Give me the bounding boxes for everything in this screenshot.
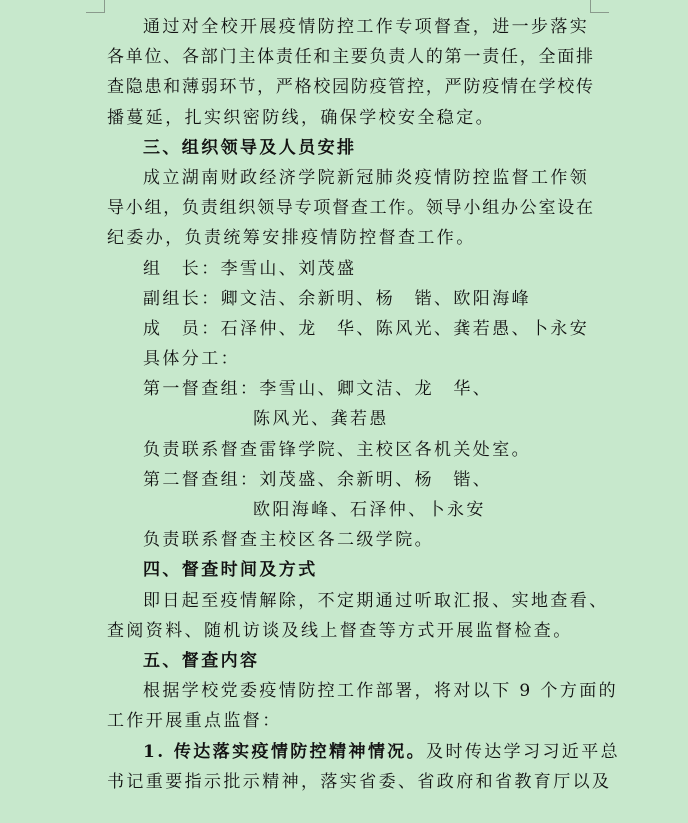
paragraph-line: 导小组，负责组织领导专项督查工作。领导小组办公室设在 [107,198,593,219]
paragraph-line: 查阅资料、随机访谈及线上督查等方式开展监督检查。 [107,620,573,641]
division-of-work-label: 具体分工： [143,349,240,370]
paragraph-line: 根据学校党委疫情防控工作部署，将对以下 9 个方面的 [143,681,619,702]
paragraph-line: 工作开展重点监督： [107,711,282,732]
section-heading: 三、组织领导及人员安排 [143,137,357,158]
section-heading: 五、督查内容 [143,650,260,671]
paragraph-line: 通过对全校开展疫情防控工作专项督查，进一步落实 [143,17,590,37]
page-margin-corner-top-left [86,0,105,13]
paragraph-line: 各单位、各部门主体责任和主要负责人的第一责任，全面排 [107,47,593,68]
group-one-responsibility: 负责联系督查雷锋学院、主校区各机关处室。 [143,439,531,460]
group-two-responsibility: 负责联系督查主校区各二级学院。 [143,530,434,551]
paragraph-line: 成立湖南财政经济学院新冠肺炎疫情防控监督工作领 [143,167,590,188]
paragraph-line: 播蔓延，扎实织密防线，确保学校安全稳定。 [107,107,495,128]
paragraph-line: 查隐患和薄弱环节，严格校园防疫管控，严防疫情在学校传 [107,77,593,98]
item-heading: 1. 传达落实疫情防控精神情况。 [143,741,427,762]
section-heading: 四、督查时间及方式 [143,560,318,581]
document-body [107,12,621,797]
paragraph-line: 即日起至疫情解除，不定期通过听取汇报、实地查看、 [143,590,609,611]
paragraph-line: 书记重要指示批示精神，落实省委、省政府和省教育厅以及 [107,771,612,792]
group-two-line: 第二督查组：刘茂盛、余新明、杨 锴、 [143,469,493,490]
group-one-line-continued: 陈风光、龚若愚 [253,409,389,430]
team-leader-line: 组 长：李雪山、刘茂盛 [143,258,357,279]
team-deputy-leader-line: 副组长：卿文洁、余新明、杨 锴、欧阳海峰 [143,288,531,309]
paragraph-line: 纪委办，负责统筹安排疫情防控督查工作。 [107,228,476,249]
item-text: 及时传达学习习近平总 [426,741,621,762]
group-one-line: 第一督查组：李雪山、卿文洁、龙 华、 [143,379,493,400]
group-two-line-continued: 欧阳海峰、石泽仲、卜永安 [253,500,486,520]
team-members-line: 成 员：石泽仲、龙 华、陈风光、龚若愚、卜永安 [143,318,590,339]
paragraph-line [107,737,621,767]
